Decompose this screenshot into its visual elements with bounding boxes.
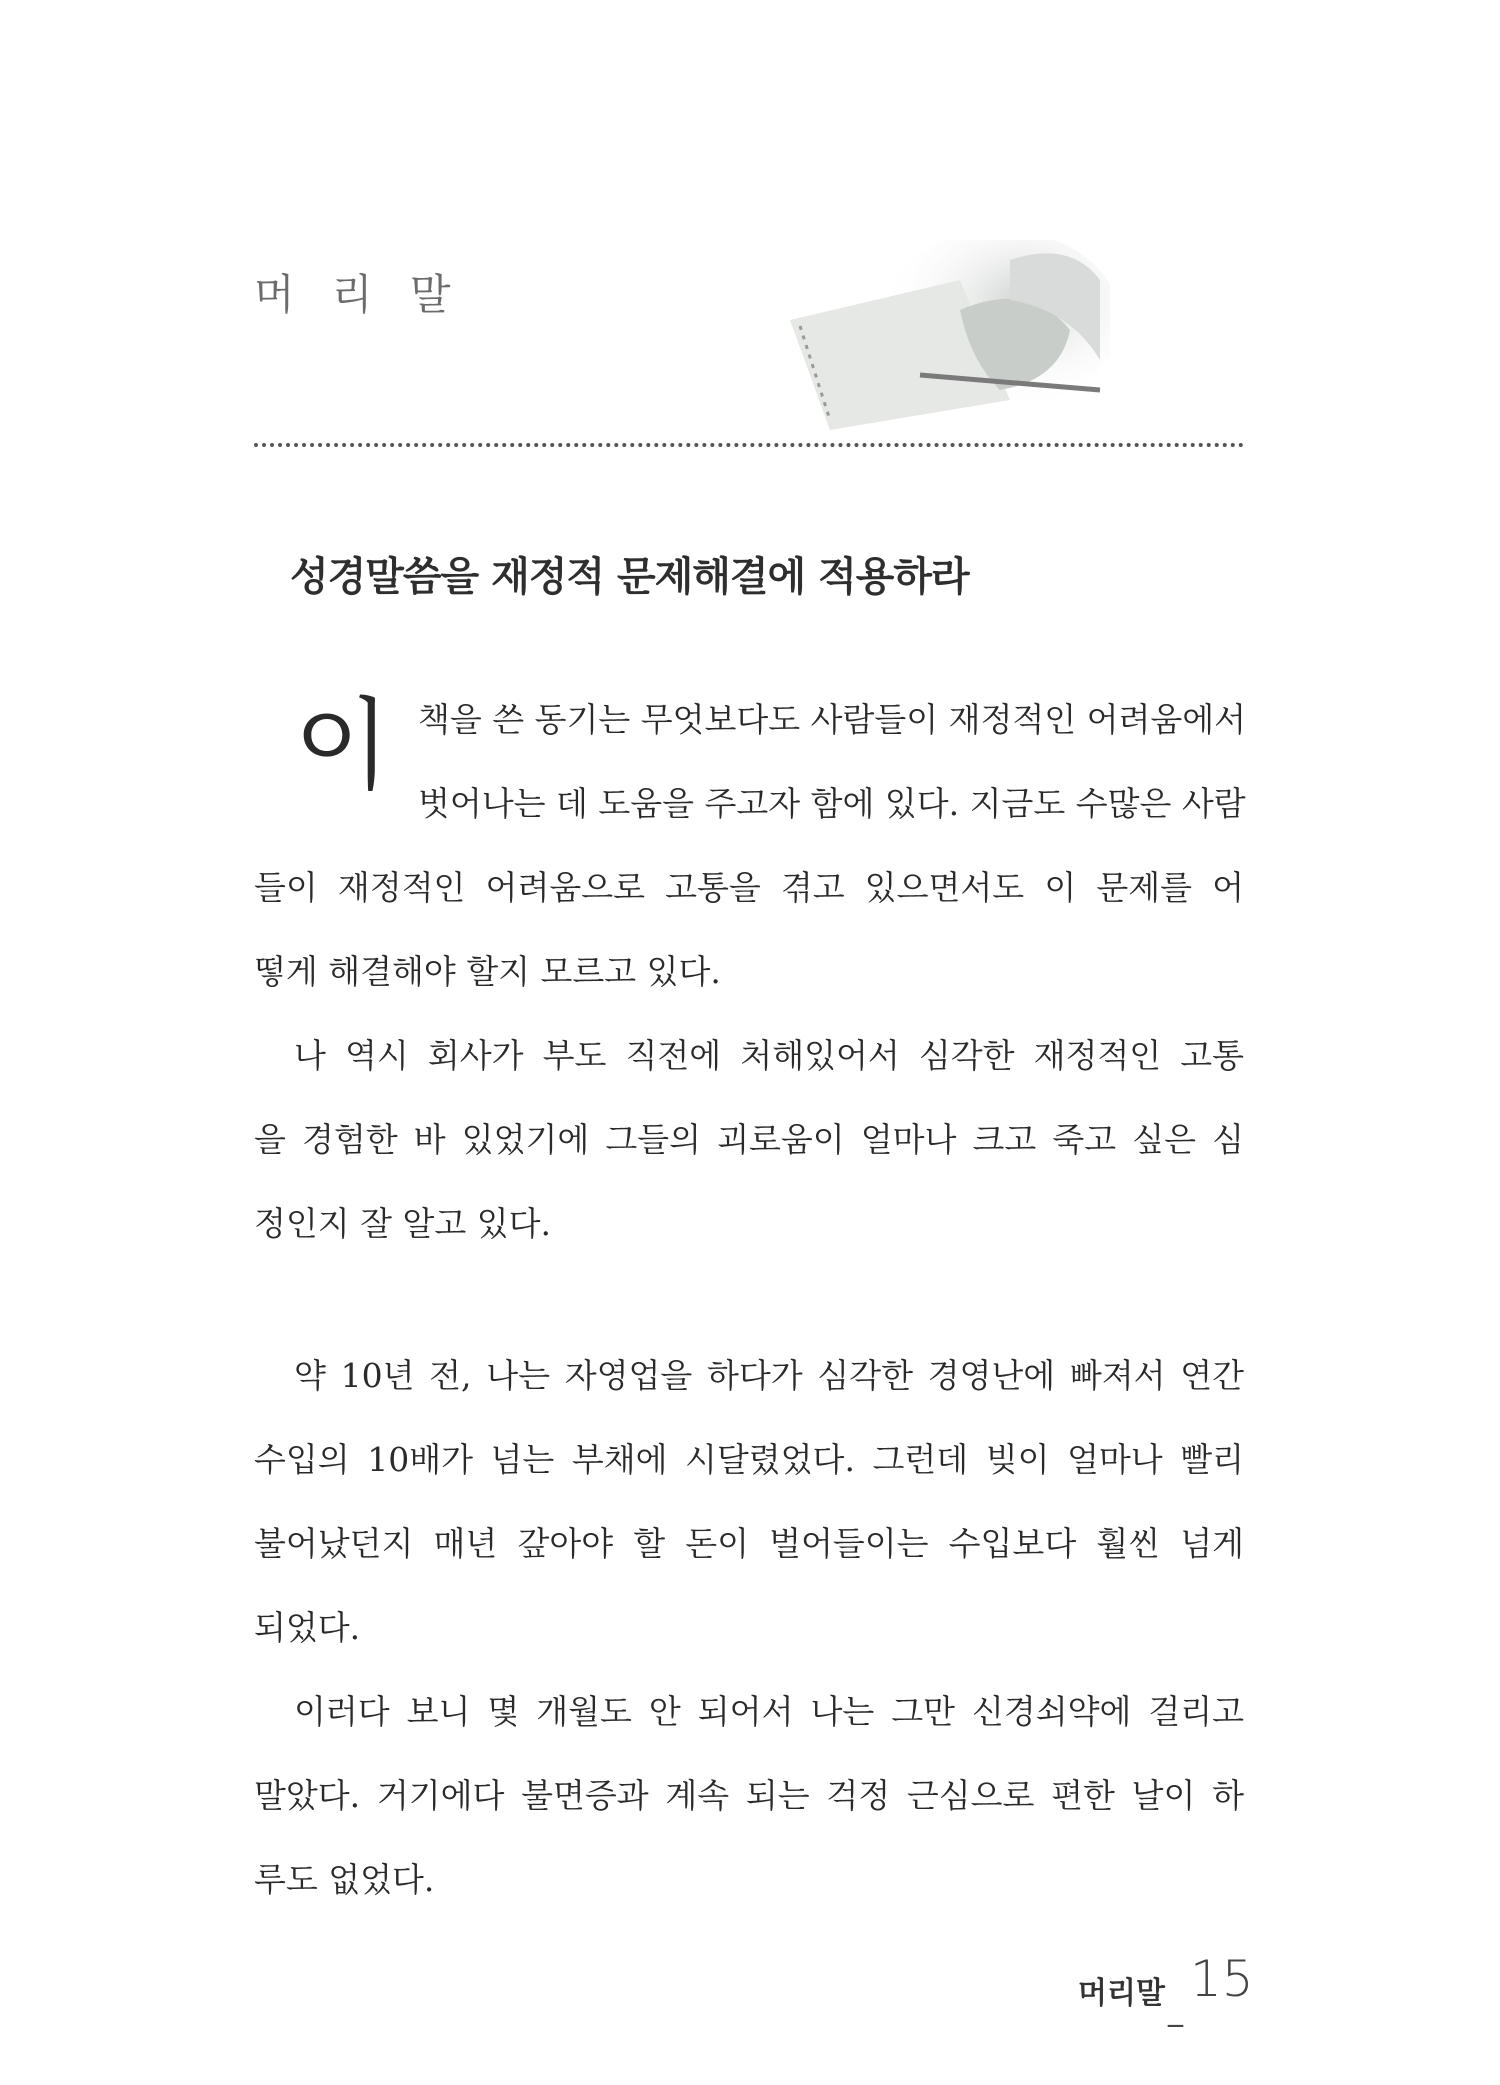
- body-line-7: 정인지 잘 알고 있다.: [254, 1204, 551, 1243]
- body-line-14: 루도 없었다.: [254, 1860, 435, 1899]
- body-line-10: 불어났던지 매년 갚아야 할 돈이 벌어들이는 수입보다 훨씬 넘게: [254, 1524, 1244, 1563]
- footer-section-label: 머리말: [1078, 1976, 1165, 2011]
- body-line-1: 책을 쓴 동기는 무엇보다도 사람들이 재정적인 어려움에서: [418, 700, 1247, 739]
- dotted-divider: [254, 443, 1244, 447]
- footer-separator: _: [1168, 1993, 1183, 2028]
- drop-cap-glyph: 이: [294, 690, 391, 804]
- body-line-6: 을 경험한 바 있었기에 그들의 괴로움이 얼마나 크고 죽고 싶은 심: [254, 1120, 1244, 1159]
- writing-hand-illustration: [770, 240, 1110, 440]
- drop-cap: [294, 690, 404, 830]
- body-line-11: 되었다.: [254, 1608, 361, 1647]
- chapter-heading: 성경말씀을 재정적 문제해결에 적용하라: [290, 554, 969, 600]
- body-line-5: 나 역시 회사가 부도 직전에 처해있어서 심각한 재정적인 고통: [294, 1036, 1244, 1075]
- body-line-13: 말았다. 거기에다 불면증과 계속 되는 걱정 근심으로 편한 날이 하: [254, 1776, 1244, 1815]
- section-label: 머 리 말: [254, 270, 463, 319]
- body-line-3: 들이 재정적인 어려움으로 고통을 겪고 있으면서도 이 문제를 어: [254, 868, 1244, 907]
- page-number: 15: [1190, 1950, 1254, 2008]
- body-line-2: 벗어나는 데 도움을 주고자 함에 있다. 지금도 수많은 사람: [418, 784, 1246, 823]
- body-line-8: 약 10년 전, 나는 자영업을 하다가 심각한 경영난에 빠져서 연간: [294, 1356, 1244, 1395]
- body-line-4: 떻게 해결해야 할지 모르고 있다.: [254, 952, 721, 991]
- body-line-9: 수입의 10배가 넘는 부채에 시달렸었다. 그런데 빚이 얼마나 빨리: [254, 1440, 1244, 1479]
- body-line-12: 이러다 보니 몇 개월도 안 되어서 나는 그만 신경쇠약에 걸리고: [294, 1692, 1244, 1731]
